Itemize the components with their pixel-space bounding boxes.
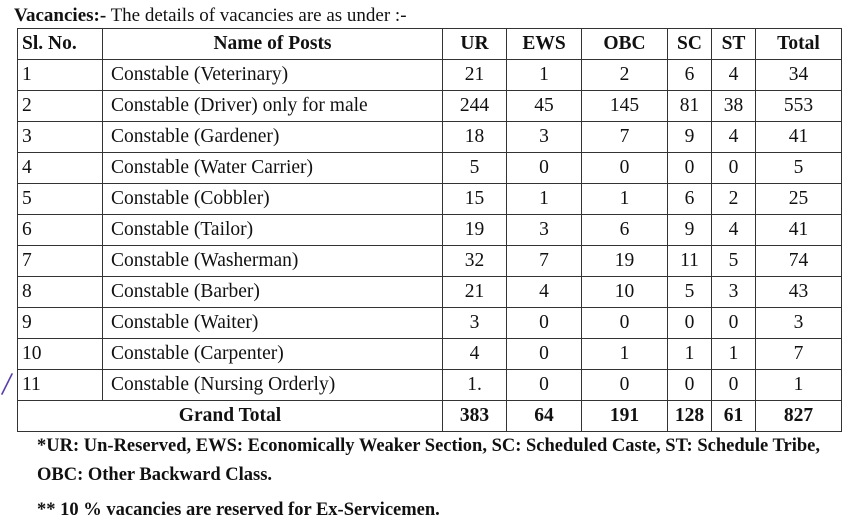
cell-post-name: Constable (Washerman) — [103, 246, 443, 277]
grand-total-row — [18, 401, 842, 432]
cell-total: 7 — [756, 339, 842, 370]
cell-post-name: Constable (Cobbler) — [103, 184, 443, 215]
cell-sl-no: 3 — [18, 122, 103, 153]
cell-sc: 6 — [668, 60, 712, 91]
cell-sl-no: 4 — [18, 153, 103, 184]
cell-sc: 0 — [668, 308, 712, 339]
cell-sc: 0 — [668, 370, 712, 401]
cell-obc: 1 — [582, 184, 668, 215]
cell-total: 34 — [756, 60, 842, 91]
cell-sl-no: 10 — [18, 339, 103, 370]
cell-sc: 81 — [668, 91, 712, 122]
cell-ur: 1. — [443, 370, 507, 401]
cell-st: 38 — [712, 91, 756, 122]
table-row — [18, 277, 842, 308]
pen-mark-icon — [0, 372, 14, 398]
cell-obc: 0 — [582, 153, 668, 184]
table-row — [18, 184, 842, 215]
cell-st: 4 — [712, 122, 756, 153]
table-row — [18, 246, 842, 277]
cell-total: 25 — [756, 184, 842, 215]
cell-st: 2 — [712, 184, 756, 215]
heading-label: Vacancies:- — [14, 5, 107, 26]
table-row — [18, 215, 842, 246]
cell-sc: 11 — [668, 246, 712, 277]
cell-ur: 244 — [443, 91, 507, 122]
header-obc: OBC — [582, 29, 668, 60]
cell-st: 4 — [712, 60, 756, 91]
cell-total: 74 — [756, 246, 842, 277]
cell-post-name: Constable (Barber) — [103, 277, 443, 308]
cell-total: 43 — [756, 277, 842, 308]
cell-ews: 1 — [507, 60, 582, 91]
cell-total: 5 — [756, 153, 842, 184]
cell-st: 3 — [712, 277, 756, 308]
cell-ews: 3 — [507, 215, 582, 246]
cell-sl-no: 6 — [18, 215, 103, 246]
footnote-ex-servicemen: ** 10 % vacancies are reserved for Ex-Servicemen. — [37, 500, 440, 520]
cell-ews: 3 — [507, 122, 582, 153]
footnotes — [37, 432, 852, 525]
cell-post-name: Constable (Waiter) — [103, 308, 443, 339]
cell-sl-no: 1 — [18, 60, 103, 91]
cell-st: 0 — [712, 153, 756, 184]
header-name-of-posts: Name of Posts — [103, 29, 443, 60]
header-total: Total — [756, 29, 842, 60]
header-row — [18, 29, 842, 60]
cell-ur: 21 — [443, 60, 507, 91]
header-st: ST — [712, 29, 756, 60]
cell-post-name: Constable (Veterinary) — [103, 60, 443, 91]
cell-obc: 145 — [582, 91, 668, 122]
cell-ews: 1 — [507, 184, 582, 215]
cell-sc: 9 — [668, 215, 712, 246]
cell-sl-no: 2 — [18, 91, 103, 122]
cell-sc: 6 — [668, 184, 712, 215]
cell-total: 1 — [756, 370, 842, 401]
cell-total: 3 — [756, 308, 842, 339]
cell-ews: 0 — [507, 153, 582, 184]
cell-ur: 3 — [443, 308, 507, 339]
cell-obc: 2 — [582, 60, 668, 91]
cell-sl-no: 7 — [18, 246, 103, 277]
header-ur: UR — [443, 29, 507, 60]
cell-ur: 19 — [443, 215, 507, 246]
cell-st: 1 — [712, 339, 756, 370]
heading-text: The details of vacancies are as under :- — [106, 5, 407, 26]
cell-ews: 7 — [507, 246, 582, 277]
footnote-abbreviations: *UR: Un-Reserved, EWS: Economically Weaker Section, SC: Scheduled Caste, ST: Schedule Tribe, OBC: Other Backward Class. — [37, 436, 820, 485]
cell-ur: 15 — [443, 184, 507, 215]
cell-obc: 1 — [582, 339, 668, 370]
cell-ur: 32 — [443, 246, 507, 277]
grand-total-ews: 64 — [507, 401, 582, 432]
grand-total-sc: 128 — [668, 401, 712, 432]
cell-obc: 10 — [582, 277, 668, 308]
table-row — [18, 339, 842, 370]
cell-sl-no: 9 — [18, 308, 103, 339]
cell-ur: 5 — [443, 153, 507, 184]
cell-ur: 21 — [443, 277, 507, 308]
cell-total: 41 — [756, 122, 842, 153]
table-row — [18, 122, 842, 153]
cell-ews: 0 — [507, 370, 582, 401]
cell-ews: 0 — [507, 339, 582, 370]
cell-st: 4 — [712, 215, 756, 246]
cell-obc: 0 — [582, 308, 668, 339]
cell-ews: 0 — [507, 308, 582, 339]
cell-st: 5 — [712, 246, 756, 277]
grand-total-total: 827 — [756, 401, 842, 432]
table-row — [18, 308, 842, 339]
cell-post-name: Constable (Gardener) — [103, 122, 443, 153]
cell-obc: 19 — [582, 246, 668, 277]
header-ews: EWS — [507, 29, 582, 60]
cell-st: 0 — [712, 370, 756, 401]
cell-sc: 0 — [668, 153, 712, 184]
cell-st: 0 — [712, 308, 756, 339]
grand-total-st: 61 — [712, 401, 756, 432]
grand-total-label: Grand Total — [18, 401, 443, 432]
cell-obc: 6 — [582, 215, 668, 246]
table-row — [18, 91, 842, 122]
cell-post-name: Constable (Water Carrier) — [103, 153, 443, 184]
header-sc: SC — [668, 29, 712, 60]
cell-ur: 4 — [443, 339, 507, 370]
table-row — [18, 60, 842, 91]
cell-obc: 0 — [582, 370, 668, 401]
grand-total-ur: 383 — [443, 401, 507, 432]
cell-total: 41 — [756, 215, 842, 246]
header-sl-no: Sl. No. — [18, 29, 103, 60]
grand-total-obc: 191 — [582, 401, 668, 432]
table-row — [18, 153, 842, 184]
cell-post-name: Constable (Nursing Orderly) — [103, 370, 443, 401]
cell-post-name: Constable (Tailor) — [103, 215, 443, 246]
cell-ews: 45 — [507, 91, 582, 122]
table-row — [18, 370, 842, 401]
cell-sl-no: 11 — [18, 370, 103, 401]
cell-total: 553 — [756, 91, 842, 122]
cell-obc: 7 — [582, 122, 668, 153]
cell-post-name: Constable (Driver) only for male — [103, 91, 443, 122]
vacancies-heading — [14, 5, 407, 27]
cell-ur: 18 — [443, 122, 507, 153]
cell-sc: 9 — [668, 122, 712, 153]
cell-sc: 5 — [668, 277, 712, 308]
vacancy-table — [17, 28, 842, 432]
cell-sl-no: 8 — [18, 277, 103, 308]
cell-post-name: Constable (Carpenter) — [103, 339, 443, 370]
cell-sl-no: 5 — [18, 184, 103, 215]
cell-sc: 1 — [668, 339, 712, 370]
cell-ews: 4 — [507, 277, 582, 308]
